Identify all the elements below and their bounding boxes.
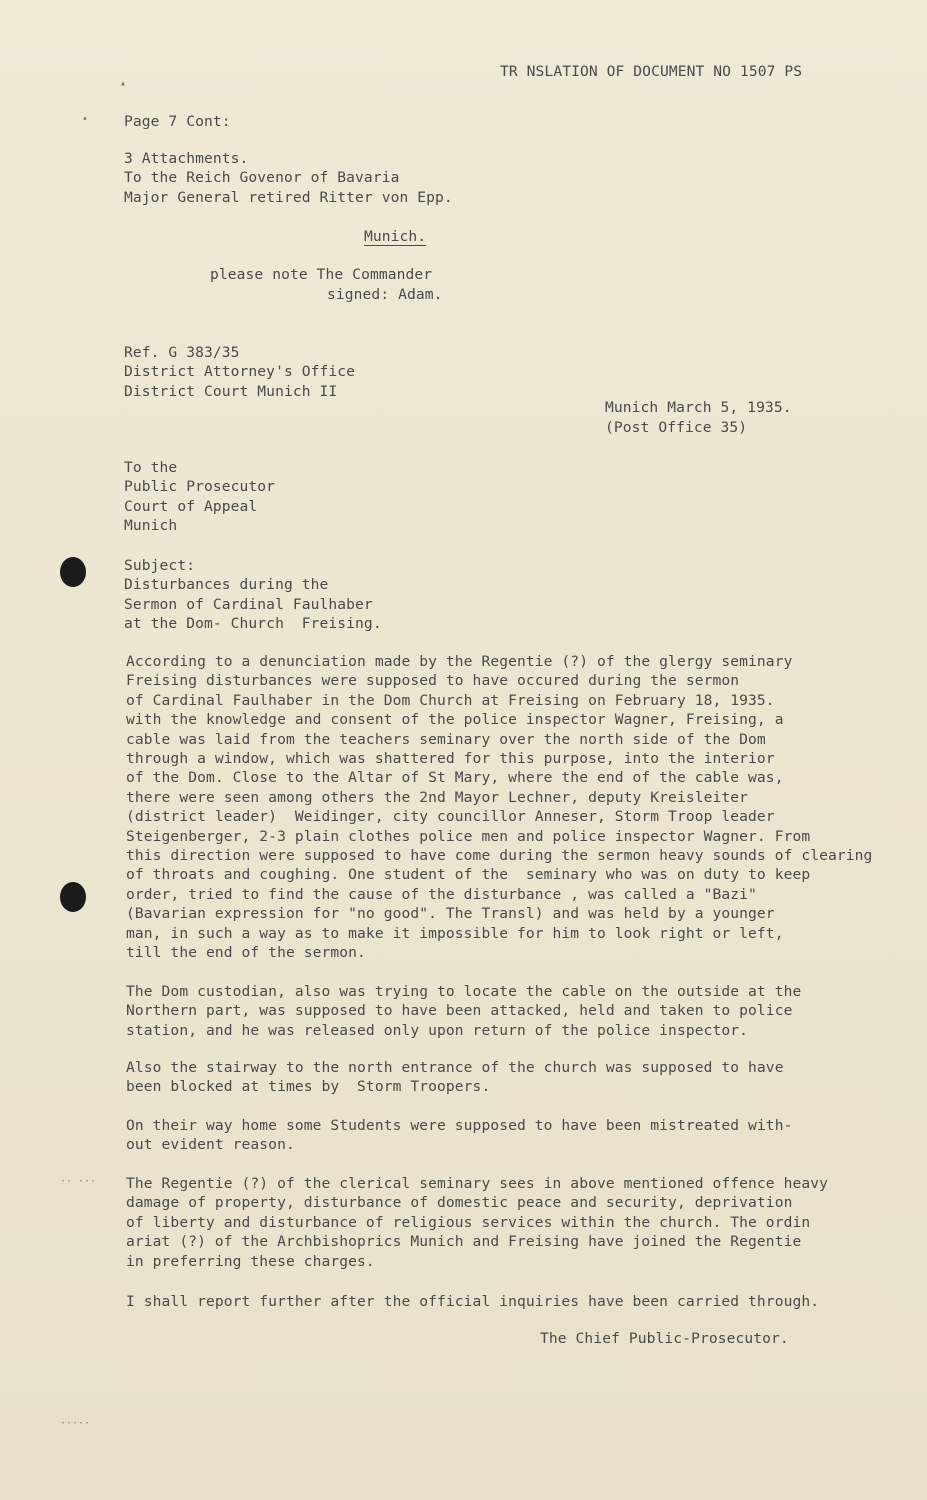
body-line: (district leader) Weidinger, city councillor Anneser, Storm Troop leader xyxy=(126,808,775,826)
body-line: of the Dom. Close to the Altar of St Mary, where the end of the cable was, xyxy=(126,769,784,787)
body-line: man, in such a way as to make it impossible for him to look right or left, xyxy=(126,924,784,942)
body-line: The Regentie (?) of the clerical seminary sees in above mentioned offence heavy xyxy=(126,1175,829,1192)
signed-line: signed: Adam. xyxy=(327,286,443,303)
attachments-line: Major General retired Ritter von Epp. xyxy=(124,188,453,206)
body-line: damage of property, disturbance of domestic peace and security, deprivation xyxy=(126,1194,793,1212)
body-line: of liberty and disturbance of religious services within the church. The ordin xyxy=(126,1213,811,1231)
body-line: station, and he was released only upon return of the police inspector. xyxy=(126,1021,749,1039)
stray-mark: ····· xyxy=(60,1418,91,1429)
reference-line: District Court Munich II xyxy=(124,382,338,400)
attachments-block xyxy=(124,149,884,207)
body-line: there were seen among others the 2nd Mayor Lechner, deputy Kreisleiter xyxy=(126,788,749,806)
punch-hole-bottom xyxy=(60,882,86,912)
recipient-line: Court of Appeal xyxy=(124,497,258,515)
post-office-line: (Post Office 35) xyxy=(605,419,748,436)
reference-block xyxy=(124,343,884,401)
recipient-line: Public Prosecutor xyxy=(124,478,276,496)
body-line: Freising disturbances were supposed to have occured during the sermon xyxy=(126,672,740,690)
attachments-line: To the Reich Govenor of Bavaria xyxy=(124,169,400,187)
body-paragraph-6: I shall report further after the official inquiries have been carried through. xyxy=(126,1293,820,1310)
signature: The Chief Public-Prosecutor. xyxy=(540,1330,789,1347)
body-line: Also the stairway to the north entrance of the church was supposed to have xyxy=(126,1059,784,1076)
body-paragraph-4 xyxy=(126,1116,886,1155)
date-line: Munich March 5, 1935. xyxy=(605,399,792,416)
body-line: through a window, which was shattered for this purpose, into the interior xyxy=(126,750,775,768)
body-line: been blocked at times by Storm Troopers. xyxy=(126,1078,491,1096)
recipient-line: Munich xyxy=(124,517,178,535)
body-line: with the knowledge and consent of the police inspector Wagner, Freising, a xyxy=(126,711,784,729)
body-line: out evident reason. xyxy=(126,1136,295,1154)
city-heading: Munich. xyxy=(364,228,427,245)
subject-line: at the Dom- Church Freising. xyxy=(124,615,382,633)
body-line: Steigenberger, 2-3 plain clothes police men and police inspector Wagner. From xyxy=(126,827,811,845)
subject-line: Sermon of Cardinal Faulhaber xyxy=(124,595,373,613)
body-line: till the end of the sermon. xyxy=(126,944,366,962)
stray-mark: • xyxy=(82,114,89,125)
note-line: please note The Commander xyxy=(210,266,433,283)
subject-line: Disturbances during the xyxy=(124,576,329,594)
stray-mark: ▴ xyxy=(120,78,127,89)
body-line: in preferring these charges. xyxy=(126,1252,375,1270)
body-line: Northern part, was supposed to have been attacked, held and taken to police xyxy=(126,1002,793,1020)
recipient-line: To the xyxy=(124,459,178,476)
subject-block xyxy=(124,556,884,634)
recipient-block xyxy=(124,458,884,536)
body-paragraph-1 xyxy=(126,652,886,963)
stray-mark: ·· ··· xyxy=(60,1176,97,1187)
body-paragraph-3 xyxy=(126,1058,886,1097)
punch-hole-top xyxy=(60,557,86,587)
reference-line: Ref. G 383/35 xyxy=(124,344,240,361)
reference-line: District Attorney's Office xyxy=(124,363,356,381)
page-continuation: Page 7 Cont: xyxy=(124,113,231,130)
body-line: order, tried to find the cause of the disturbance , was called a "Bazi" xyxy=(126,885,757,903)
body-line: of throats and coughing. One student of the seminary who was on duty to keep xyxy=(126,866,811,884)
body-line: The Dom custodian, also was trying to locate the cable on the outside at the xyxy=(126,983,802,1000)
body-line: of Cardinal Faulhaber in the Dom Church at Freising on February 18, 1935. xyxy=(126,691,775,709)
body-line: ariat (?) of the Archbishoprics Munich and Freising have joined the Regentie xyxy=(126,1233,802,1251)
subject-line: Subject: xyxy=(124,557,196,574)
body-paragraph-2 xyxy=(126,982,886,1040)
attachments-line: 3 Attachments. xyxy=(124,150,249,167)
body-line: According to a denunciation made by the Regentie (?) of the glergy seminary xyxy=(126,653,793,670)
document-header: TR NSLATION OF DOCUMENT NO 1507 PS xyxy=(500,63,803,80)
body-line: (Bavarian expression for "no good". The Transl) and was held by a younger xyxy=(126,905,775,923)
body-line: cable was laid from the teachers seminary over the north side of the Dom xyxy=(126,730,766,748)
body-paragraph-5 xyxy=(126,1174,886,1271)
body-line: this direction were supposed to have come during the sermon heavy sounds of clearing xyxy=(126,847,873,865)
body-line: On their way home some Students were supposed to have been mistreated with- xyxy=(126,1117,793,1134)
